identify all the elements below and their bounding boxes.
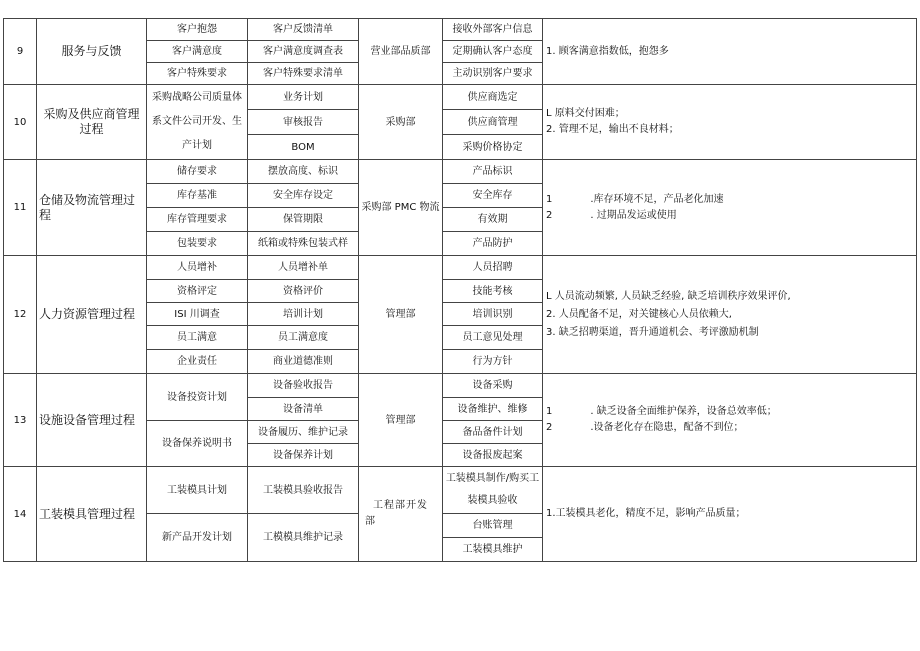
risk-line <box>546 192 914 208</box>
document-cell: 保管期限 <box>248 208 359 232</box>
input-cell: 客户满意度 <box>147 41 248 63</box>
table-row <box>4 19 917 41</box>
output-cell: 产品防护 <box>443 232 543 256</box>
output-cell: 供应商选定 <box>443 85 543 110</box>
process-name: 工装模具管理过程 <box>37 467 147 562</box>
document-cell: 客户满意度调查表 <box>248 41 359 63</box>
table-row <box>4 374 917 398</box>
output-cell: 采购价格协定 <box>443 135 543 160</box>
risk-line: L 原料交付困难； <box>546 108 625 119</box>
process-name-line: 过程 <box>79 122 104 136</box>
input-cell: 库存基准 <box>147 184 248 208</box>
department-cell <box>359 467 443 562</box>
document-cell: 业务计划 <box>248 85 359 110</box>
row-number: 12 <box>4 256 37 374</box>
input-cell: 库存管理要求 <box>147 208 248 232</box>
output-cell: 定期确认客户态度 <box>443 41 543 63</box>
risk-line: L 人员流动频繁, 人员缺乏经验, 缺乏培训秩序效果评价, <box>546 290 791 302</box>
output-line: 工装模具制作/购买工 <box>445 473 540 484</box>
risk-number: 2 <box>546 209 553 221</box>
risk-text: . 过期品发运或使用 <box>590 209 677 221</box>
department-line: 部 <box>365 516 375 527</box>
table-row <box>4 85 917 110</box>
output-cell: 人员招聘 <box>443 256 543 280</box>
process-name <box>37 160 147 256</box>
output-cell: 产品标识 <box>443 160 543 184</box>
input-cell: 客户特殊要求 <box>147 63 248 85</box>
input-cell: 设备保养说明书 <box>147 421 248 467</box>
document-cell: 培训计划 <box>248 303 359 326</box>
document-cell: 安全库存设定 <box>248 184 359 208</box>
process-name-line: 仓储及物流管理过 <box>39 192 136 207</box>
risk-line <box>546 404 914 420</box>
document-cell: 设备履历、维护记录 <box>248 421 359 444</box>
department-cell: 营业部品质部 <box>359 19 443 85</box>
input-line: 系文件公司开发、生 <box>152 116 242 127</box>
input-cell: 设备投资计划 <box>147 374 248 421</box>
risk-cell <box>543 160 917 256</box>
risk-line: 1.工装模具老化，精度不足，影响产品质量； <box>546 508 746 519</box>
process-name: 服务与反馈 <box>37 19 147 85</box>
output-line: 装模具验收 <box>467 495 518 506</box>
document-cell: 设备保养计划 <box>248 444 359 467</box>
output-cell: 培训识别 <box>443 303 543 326</box>
risk-cell <box>543 85 917 160</box>
output-cell: 行为方针 <box>443 350 543 374</box>
document-cell: 员工满意度 <box>248 326 359 350</box>
risk-line: 3. 缺乏招聘渠道，晋升通道机会、考评激励机制 <box>546 326 759 338</box>
department-cell: 管理部 <box>359 256 443 374</box>
process-name <box>37 85 147 160</box>
document-cell: 人员增补单 <box>248 256 359 280</box>
risk-cell <box>543 374 917 467</box>
risk-number: 2 <box>546 422 553 433</box>
document-cell: 审核报告 <box>248 110 359 135</box>
output-cell: 设备维护、维修 <box>443 398 543 421</box>
output-cell: 设备报废起案 <box>443 444 543 467</box>
process-name: 设施设备管理过程 <box>37 374 147 467</box>
risk-cell <box>543 256 917 374</box>
table-row <box>4 467 917 491</box>
department-cell: 采购部 PMC 物流 <box>359 160 443 256</box>
risk-line: 1. 顾客满意指数低，抱怨多 <box>546 45 669 57</box>
risk-text: .库存环境不足，产品老化加速 <box>590 193 724 205</box>
risk-line: 2. 管理不足，输出不良材料； <box>546 124 679 135</box>
document-cell: 工模模具维护记录 <box>248 514 359 562</box>
input-line: 产计划 <box>182 140 212 151</box>
process-name-line: 采购及供应商管理 <box>43 107 140 121</box>
risk-table <box>3 18 917 562</box>
row-number: 10 <box>4 85 37 160</box>
department-line: 工程部开发 <box>373 500 428 511</box>
document-cell: 工装模具验收报告 <box>248 467 359 514</box>
row-number: 11 <box>4 160 37 256</box>
input-cell: 员工满意 <box>147 326 248 350</box>
document-cell: 纸箱或特殊包装式样 <box>248 232 359 256</box>
document-cell: BOM <box>248 135 359 160</box>
input-line: 采购战略公司质量体 <box>152 92 242 103</box>
risk-line <box>546 420 914 436</box>
risk-number: 1 <box>546 406 553 417</box>
document-cell: 设备清单 <box>248 398 359 421</box>
risk-line <box>546 208 914 224</box>
table-row <box>4 256 917 280</box>
document-cell: 设备验收报告 <box>248 374 359 398</box>
output-cell: 设备采购 <box>443 374 543 398</box>
input-cell: 资格评定 <box>147 280 248 303</box>
output-cell: 供应商管理 <box>443 110 543 135</box>
row-number: 14 <box>4 467 37 562</box>
risk-cell <box>543 19 917 85</box>
output-cell: 台账管理 <box>443 514 543 538</box>
input-cell: 工装模具计划 <box>147 467 248 514</box>
output-cell: 工装模具维护 <box>443 538 543 562</box>
input-cell <box>147 85 248 160</box>
risk-cell <box>543 467 917 562</box>
risk-text: .设备老化存在隐患，配备不到位； <box>590 422 744 433</box>
input-cell: ISI 川调查 <box>147 303 248 326</box>
row-number: 13 <box>4 374 37 467</box>
input-cell: 包装要求 <box>147 232 248 256</box>
input-cell: 储存要求 <box>147 160 248 184</box>
row-number: 9 <box>4 19 37 85</box>
output-cell: 安全库存 <box>443 184 543 208</box>
output-cell: 有效期 <box>443 208 543 232</box>
input-cell: 人员增补 <box>147 256 248 280</box>
output-cell: 技能考核 <box>443 280 543 303</box>
input-cell: 客户抱怨 <box>147 19 248 41</box>
output-cell: 主动识别客户要求 <box>443 63 543 85</box>
document-cell: 客户反馈清单 <box>248 19 359 41</box>
output-cell <box>443 467 543 514</box>
document-cell: 客户特殊要求清单 <box>248 63 359 85</box>
risk-line: 2. 人员配备不足，对关键核心人员依赖大, <box>546 308 732 320</box>
process-name-line: 程 <box>39 207 52 222</box>
department-cell: 采购部 <box>359 85 443 160</box>
process-name: 人力资源管理过程 <box>37 256 147 374</box>
output-cell: 员工意见处理 <box>443 326 543 350</box>
document-cell: 摆放高度、标识 <box>248 160 359 184</box>
input-cell: 新产品开发计划 <box>147 514 248 562</box>
output-cell: 备品备件计划 <box>443 421 543 444</box>
document-cell: 资格评价 <box>248 280 359 303</box>
risk-text: . 缺乏设备全面维护保养，设备总效率低； <box>590 406 777 417</box>
table-row <box>4 160 917 184</box>
input-cell: 企业责任 <box>147 350 248 374</box>
department-cell: 管理部 <box>359 374 443 467</box>
output-cell: 接收外部客户信息 <box>443 19 543 41</box>
risk-number: 1 <box>546 193 553 205</box>
document-cell: 商业道德准则 <box>248 350 359 374</box>
